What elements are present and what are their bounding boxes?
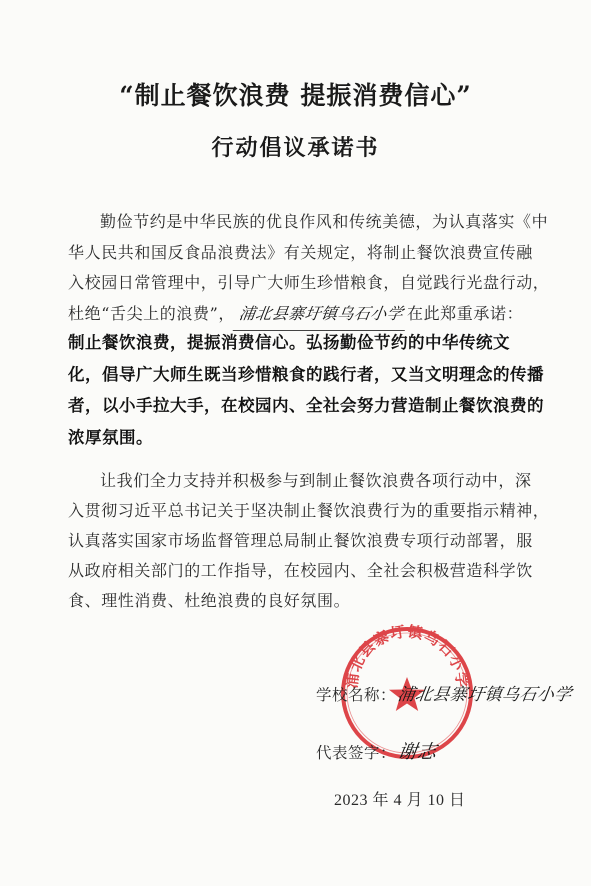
paragraph-line: 制止餐饮浪费，提振消费信心。弘扬勤俭节约的中华传统文 [68,333,510,352]
representative-signature: 谢志 [396,741,439,763]
paragraph-line: 让我们全力支持并积极参与到制止餐饮浪费各项行动中，深 [100,471,532,490]
document-title: “制止餐饮浪费 提振消费信心” [119,81,472,110]
paragraph-line: 华人民共和国反食品浪费法》有关规定，将制止餐饮浪费宣传融 [68,242,533,262]
representative-signature-row [316,737,437,764]
school-name-handwritten: 浦北县寨圩镇乌石小学 [396,685,574,705]
seal-text: 浦北县寨圩镇乌石小学 [342,623,472,690]
document-date: 2023 年 4 月 10 日 [334,792,466,809]
school-name-label: 学校名称： [316,686,397,704]
paragraph-line: 食、理性消费、杜绝浪费的良好氛围。 [68,591,351,610]
paragraph-text: 杜绝“舌尖上的浪费”， [68,303,235,323]
paragraph-line: 化，倡导广大师生既当珍惜粮食的践行者，又当文明理念的传播 [68,364,544,384]
representative-label: 代表签字： [316,744,397,762]
paragraph-intro [68,207,550,330]
paragraph-line: 入贯彻习近平总书记关于坚决制止餐饮浪费行为的重要指示精神， [68,501,550,520]
paragraph-pledge-bold [68,327,544,453]
school-name-row [316,680,572,705]
paragraph-line: 认真落实国家市场监督管理总局制止餐饮浪费专项行动部署，服 [68,531,533,550]
paragraph-line [68,299,538,331]
paragraph-line: 者，以小手拉大手，在校园内、全社会努力营造制止餐饮浪费的 [68,396,544,415]
document-subtitle: 行动倡议承诺书 [211,135,380,161]
paragraph-line: 从政府相关部门的工作指导，在校园内、全社会积极营造科学饮 [68,561,533,580]
paragraph-text: 在此郑重承诺： [406,303,524,323]
paragraph-line: 勤俭节约是中华民族的优良作风和传统美德，为认真落实《中 [100,212,549,231]
paragraph-line: 浓厚氛围。 [68,427,153,447]
handwritten-school-name: 浦北县寨圩镇乌石小学 [233,299,409,331]
paragraph-line: 入校园日常管理中，引导广大师生珍惜粮食，自觉践行光盘行动， [68,273,550,292]
paragraph-action [68,466,550,616]
